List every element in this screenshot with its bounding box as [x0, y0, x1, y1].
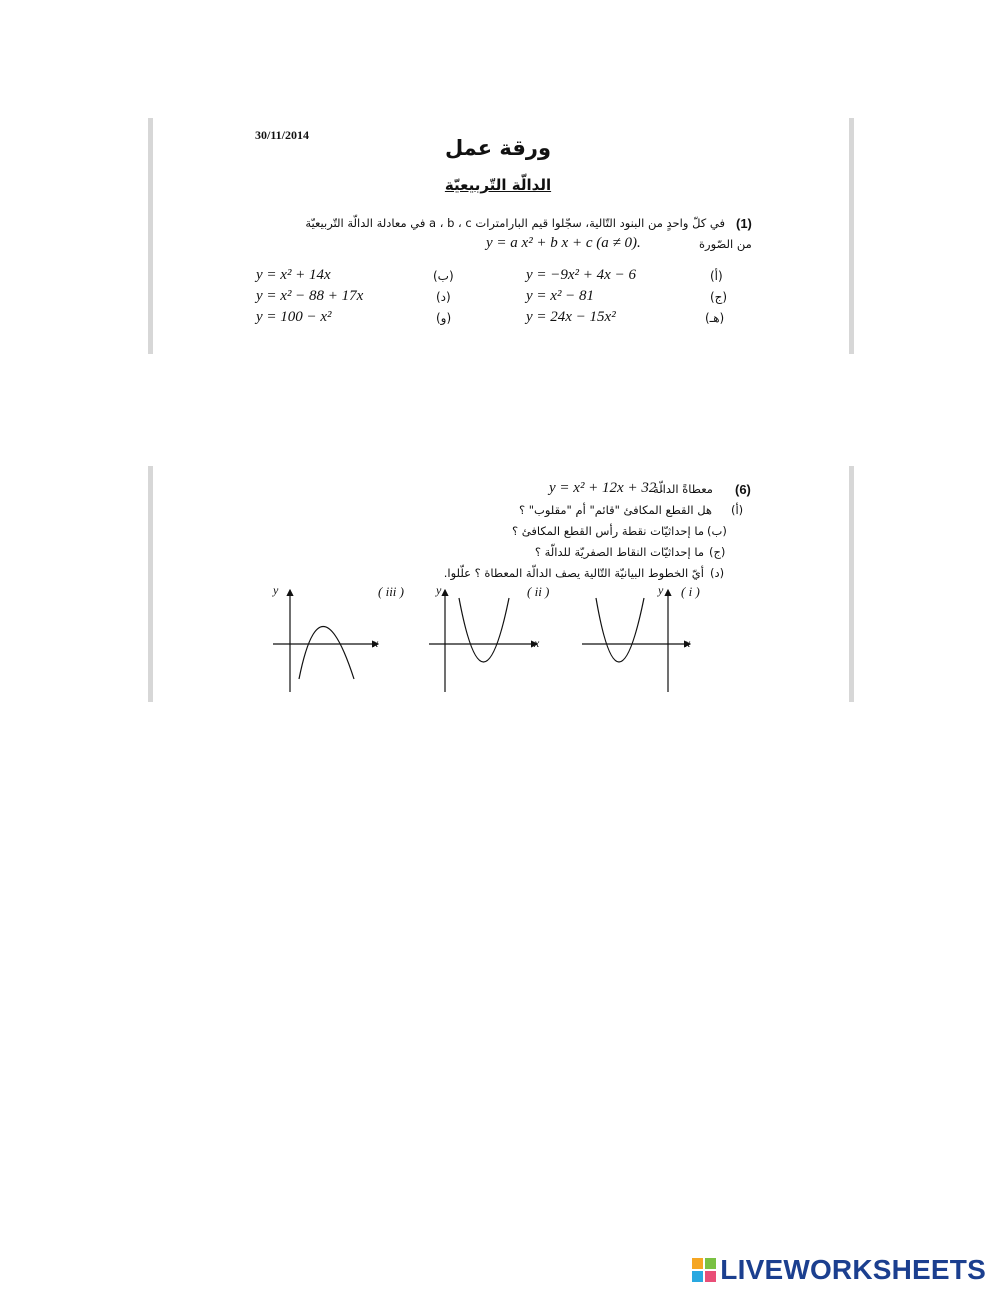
parabola-curve [596, 598, 644, 662]
q1-item-expr: y = 24x − 15x² [526, 309, 616, 325]
question-1-text-line2: من الصّورة [699, 237, 752, 251]
graph-label-ii: ( ii ) [527, 584, 550, 599]
q1-item-expr: y = 100 − x² [256, 309, 332, 325]
q1-item-expr: y = x² + 14x [256, 267, 331, 283]
graph-label-iii: ( iii ) [378, 584, 404, 599]
graph-label-i: ( i ) [681, 584, 700, 599]
y-axis-label: y [436, 583, 442, 597]
liveworksheets-logo [692, 1254, 986, 1286]
question-1-general-form: y = a x² + b x + c (a ≠ 0). [486, 235, 641, 251]
question-6-function: y = x² + 12x + 32 . [549, 480, 664, 496]
y-axis-label: y [658, 583, 664, 597]
page-title: ورقة عمل [444, 136, 552, 160]
question-1-text-line1: في كلّ واحدٍ من البنود التّالية، سجّلوا قيم البارامترات a ، b ، c في معادلة الدالّة التّربيعيّة [305, 216, 725, 230]
question-1-number: (1) [736, 216, 752, 231]
question-6-intro: معطاةً الدالّة [653, 482, 713, 496]
page-subtitle: الدالّة التّربيعيّة [444, 176, 552, 194]
q1-item-expr: y = x² − 88 + 17x [256, 288, 364, 304]
q1-item-expr: y = −9x² + 4x − 6 [526, 267, 636, 283]
q1-item-label: (د) [436, 290, 451, 304]
worksheet-date: 30/11/2014 [255, 128, 310, 142]
q1-item-label: (أ) [710, 269, 723, 283]
q6-part-text: ما إحداثيّات النقاط الصفريّة للدالّة ؟ [534, 545, 704, 559]
parabola-curve [299, 627, 354, 680]
worksheet-panel-2 [148, 466, 854, 702]
q1-item-label: (ج) [710, 290, 728, 304]
worksheet-panel-1 [148, 118, 854, 354]
logo-text: LIVEWORKSHEETS [720, 1254, 986, 1285]
graph-iii [265, 584, 390, 696]
question-6-number: (6) [735, 482, 751, 497]
y-axis-label: y [273, 583, 279, 597]
q6-part-text: ما إحداثيّات نقطة رأس القطع المكافئ ؟ [512, 524, 704, 538]
x-axis-label: x [534, 636, 540, 650]
q6-part-label: (ج) [709, 545, 726, 559]
q1-item-expr: y = x² − 81 [526, 288, 595, 304]
q6-part-text: هل القطع المكافئ "قائم" أم "مقلوب" ؟ [518, 503, 712, 517]
q6-part-label: (د) [710, 566, 725, 580]
x-axis-label: x [373, 636, 379, 650]
graph-ii [425, 584, 550, 696]
q1-item-label: (و) [436, 311, 452, 325]
q6-part-text: أيّ الخطوط البيانيّة التّالية يصف الدالّة المعطاة ؟ علّلوا. [443, 566, 704, 580]
logo-icon [692, 1258, 716, 1282]
parabola-curve [459, 598, 509, 662]
q6-part-label: (ب) [707, 524, 727, 538]
q1-item-label: (ب) [433, 269, 454, 283]
q1-item-label: (هـ) [705, 311, 725, 325]
x-axis-label: x [685, 636, 691, 650]
q6-part-label: (أ) [731, 503, 744, 517]
